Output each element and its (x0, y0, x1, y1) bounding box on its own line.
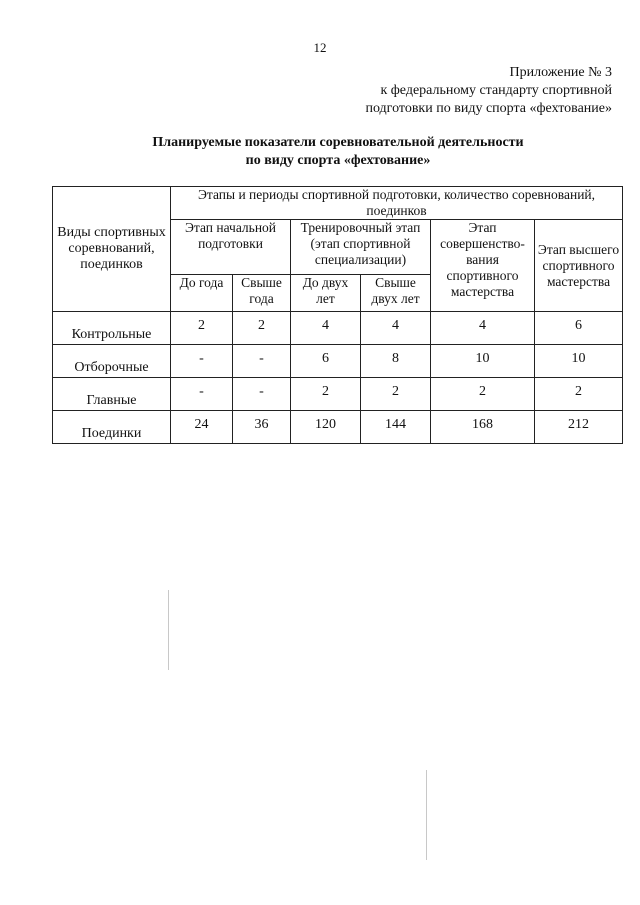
table-cell: 6 (535, 312, 623, 345)
table-cell: 24 (171, 411, 233, 444)
table-cell: - (171, 378, 233, 411)
row-label: Контрольные (53, 312, 171, 345)
table-cell: 10 (431, 345, 535, 378)
up-to-year-header: До года (171, 275, 233, 312)
table-cell: 36 (233, 411, 291, 444)
table-cell: - (171, 345, 233, 378)
row-label: Поединки (53, 411, 171, 444)
appendix-number: Приложение № 3 (509, 65, 612, 80)
table-cell: - (233, 345, 291, 378)
table-cell: 2 (171, 312, 233, 345)
table-cell: 6 (291, 345, 361, 378)
table-cell: 2 (233, 312, 291, 345)
scan-artifact-line (426, 770, 427, 860)
appendix-header (272, 64, 612, 118)
table-cell: 212 (535, 411, 623, 444)
table-row (53, 312, 623, 345)
table-row (53, 378, 623, 411)
over-year-header: Свыше года (233, 275, 291, 312)
table-cell: 10 (535, 345, 623, 378)
improvement-stage-header: Этап совершенство-вания спортивного мастерства (431, 220, 535, 312)
scan-artifact-line (168, 590, 169, 670)
table-row (53, 345, 623, 378)
table-cell: 2 (291, 378, 361, 411)
table-header-row-1 (53, 187, 623, 220)
table-cell: 4 (361, 312, 431, 345)
table-cell: 2 (431, 378, 535, 411)
higher-stage-header: Этап высшего спортивного мастерства (535, 220, 623, 312)
document-title-line-2: по виду спорта «фехтование» (245, 153, 431, 168)
table-cell: 4 (431, 312, 535, 345)
up-to-two-years-header: До двух лет (291, 275, 361, 312)
stages-header: Этапы и периоды спортивной подготовки, количество соревнований, поединков (171, 187, 623, 220)
initial-stage-header: Этап начальной подготовки (171, 220, 291, 275)
table-row (53, 411, 623, 444)
competition-indicators-table (52, 186, 623, 444)
over-two-years-header: Свыше двух лет (361, 275, 431, 312)
table-cell: 2 (361, 378, 431, 411)
document-title-line-1: Планируемые показатели соревновательной деятельности (152, 135, 524, 150)
training-stage-header: Тренировочный этап (этап спортивной специализации) (291, 220, 431, 275)
kinds-header: Виды спортивных соревнований, поединков (53, 187, 171, 312)
appendix-reference: к федеральному стандарту спортивной (380, 83, 612, 98)
table-cell: 144 (361, 411, 431, 444)
row-label: Отборочные (53, 345, 171, 378)
table-cell: 4 (291, 312, 361, 345)
row-label: Главные (53, 378, 171, 411)
table-cell: 168 (431, 411, 535, 444)
table-cell: 120 (291, 411, 361, 444)
document-title (0, 134, 640, 170)
appendix-sport: подготовки по виду спорта «фехтование» (365, 101, 612, 116)
table-cell: 8 (361, 345, 431, 378)
page-number: 12 (313, 40, 327, 55)
table-cell: 2 (535, 378, 623, 411)
table-cell: - (233, 378, 291, 411)
